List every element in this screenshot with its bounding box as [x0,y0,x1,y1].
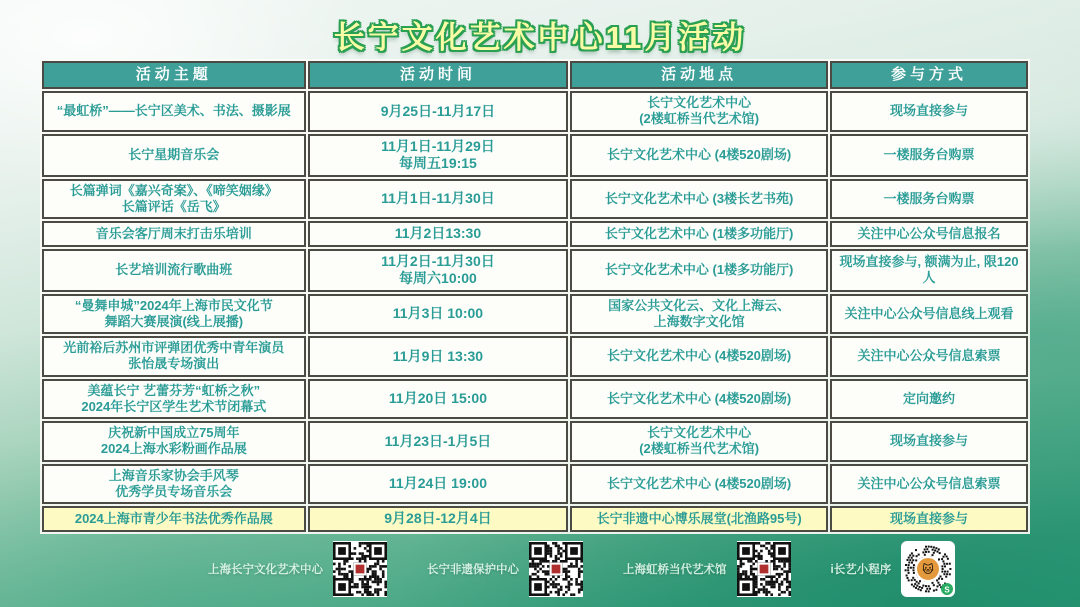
svg-text:🐱: 🐱 [922,564,934,576]
cell-time: 11月24日 19:00 [308,464,569,505]
cell-location: 长宁文化艺术中心 (3楼长艺书苑) [570,179,828,220]
cell-method: 关注中心公众号信息线上观看 [830,294,1028,335]
cell-theme: 庆祝新中国成立75周年 2024上海水彩粉画作品展 [42,421,306,462]
cell-method: 一楼服务台购票 [830,179,1028,220]
cell-location: 长宁文化艺术中心 (4楼520剧场) [570,134,828,177]
cell-time: 11月3日 10:00 [308,294,569,335]
mini-program-qr-code-icon [901,541,955,597]
qr-group [831,541,956,597]
cell-method: 现场直接参与 [830,91,1028,132]
qr-label: 上海长宁文化艺术中心 [208,564,323,576]
cell-theme: 音乐会客厅周末打击乐培训 [42,221,306,247]
cell-method: 一楼服务台购票 [830,134,1028,177]
cell-theme: 光前裕后苏州市评弹团优秀中青年演员 张怡晟专场演出 [42,336,306,377]
table-header-row [42,61,1028,89]
cell-time: 11月1日-11月30日 [308,179,569,220]
table-row [42,221,1028,247]
cell-time: 11月23日-1月5日 [308,421,569,462]
column-header: 参与方式 [830,61,1028,89]
cell-location: 长宁文化艺术中心 (1楼多功能厅) [570,221,828,247]
cell-time: 11月20日 15:00 [308,379,569,420]
table-row [42,421,1028,462]
qr-group [208,541,387,597]
cell-theme: 长艺培训流行歌曲班 [42,249,306,292]
table-row [42,336,1028,377]
cell-theme: “最虹桥”——长宁区美术、书法、摄影展 [42,91,306,132]
cell-location: 长宁文化艺术中心 (1楼多功能厅) [570,249,828,292]
qr-label: 上海虹桥当代艺术馆 [623,564,727,576]
cell-theme: 上海音乐家协会手风琴 优秀学员专场音乐会 [42,464,306,505]
cell-theme: 美蕴长宁 艺蕾芬芳“虹桥之秋” 2024年长宁区学生艺术节闭幕式 [42,379,306,420]
activities-table [40,59,1030,534]
cell-location: 国家公共文化云、文化上海云、 上海数字文化馆 [570,294,828,335]
svg-text:S: S [944,585,950,595]
table-row [42,294,1028,335]
cell-location: 长宁文化艺术中心 (4楼520剧场) [570,464,828,505]
cell-time: 11月2日-11月30日 每周六10:00 [308,249,569,292]
cell-method: 定向邀约 [830,379,1028,420]
table-row [42,249,1028,292]
cell-method: 关注中心公众号信息报名 [830,221,1028,247]
cell-theme: 长篇弹词《嘉兴奇案》、《啼笑姻缘》 长篇评话《岳飞》 [42,179,306,220]
cell-method: 现场直接参与 [830,506,1028,532]
qr-code-icon [333,541,387,597]
table-row [42,91,1028,132]
cell-theme: 长宁星期音乐会 [42,134,306,177]
footer-qr-bar [0,536,1080,602]
cell-method: 关注中心公众号信息索票 [830,464,1028,505]
qr-label: i长艺小程序 [830,564,892,576]
cell-time: 11月1日-11月29日 每周五19:15 [308,134,569,177]
cell-location: 长宁文化艺术中心 (4楼520剧场) [570,379,828,420]
cell-location: 长宁文化艺术中心 (4楼520剧场) [570,336,828,377]
qr-label: 长宁非遗保护中心 [427,564,519,576]
cell-theme: “曼舞申城”2024年上海市民文化节 舞蹈大赛展演(线上展播) [42,294,306,335]
qr-group [623,541,791,597]
cell-location: 长宁非遗中心博乐展堂(北渔路95号) [570,506,828,532]
table-row [42,134,1028,177]
cell-time: 9月25日-11月17日 [308,91,569,132]
qr-group [427,541,583,597]
column-header: 活动主题 [42,61,306,89]
cell-location: 长宁文化艺术中心 (2楼虹桥当代艺术馆) [570,421,828,462]
column-header: 活动地点 [570,61,828,89]
cell-method: 现场直接参与 [830,421,1028,462]
cell-time: 9月28日-12月4日 [308,506,569,532]
cell-location: 长宁文化艺术中心 (2楼虹桥当代艺术馆) [570,91,828,132]
page-title: 长宁文化艺术中心11月活动 [333,20,747,55]
cell-time: 11月9日 13:30 [308,336,569,377]
qr-code-icon [529,541,583,597]
table-row [42,179,1028,220]
cell-time: 11月2日13:30 [308,221,569,247]
cell-method: 关注中心公众号信息索票 [830,336,1028,377]
table-row [42,464,1028,505]
qr-code-icon [737,541,791,597]
cell-theme: 2024上海市青少年书法优秀作品展 [42,506,306,532]
table-row [42,506,1028,532]
column-header: 活动时间 [308,61,569,89]
table-row [42,379,1028,420]
cell-method: 现场直接参与, 额满为止, 限120人 [830,249,1028,292]
